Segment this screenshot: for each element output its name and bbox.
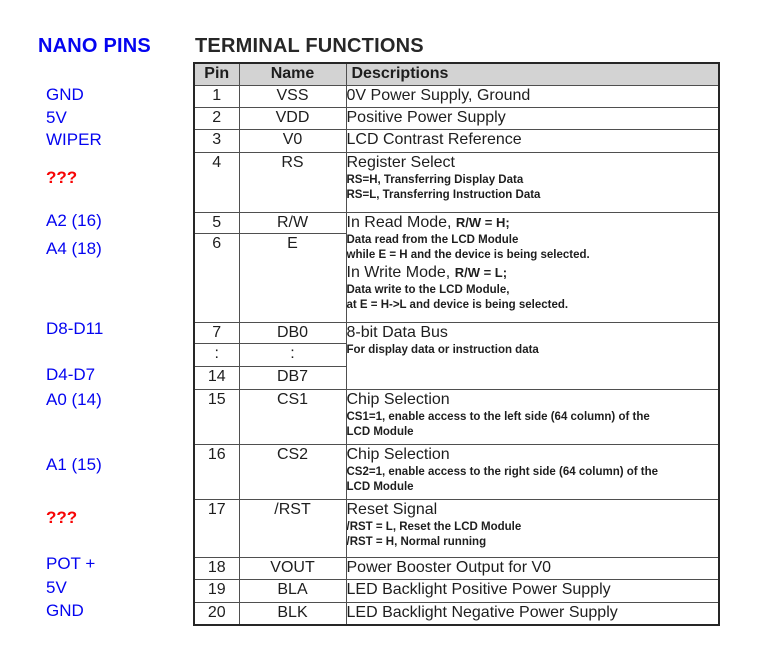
pin-cell: 15 (194, 389, 239, 444)
desc-cell-data-bus (346, 322, 719, 389)
nano-pin-label-gnd-2: GND (46, 601, 84, 620)
table-row-pin-2 (194, 107, 719, 129)
desc-write-mode: In Write Mode, (346, 263, 451, 281)
desc-cell (346, 557, 719, 579)
name-cell: V0 (239, 129, 346, 152)
pin-cell: 7 (194, 322, 239, 343)
pin-cell: 17 (194, 499, 239, 557)
desc-cell (346, 152, 719, 212)
col-header-pin: Pin (194, 63, 239, 85)
table-row-pin-4 (194, 152, 719, 212)
name-cell: CS2 (239, 444, 346, 499)
nano-pin-label-unknown-1: ??? (46, 168, 78, 187)
desc-subtext: /RST = L, Reset the LCD Module (346, 520, 522, 533)
table-row-pin-20 (194, 602, 719, 625)
desc-subtext: /RST = H, Normal running (346, 535, 487, 548)
nano-pin-label-pot: POT + (46, 554, 96, 573)
desc-cell (346, 389, 719, 444)
pin-cell: 20 (194, 602, 239, 625)
pin-cell: 16 (194, 444, 239, 499)
table-row-pin-3 (194, 129, 719, 152)
table-row-pin-15 (194, 389, 719, 444)
desc-text: LED Backlight Positive Power Supply (346, 580, 611, 598)
desc-text: LED Backlight Negative Power Supply (346, 603, 618, 621)
desc-text: Reset Signal (346, 500, 438, 518)
table-row-pin-1 (194, 85, 719, 107)
desc-text: Chip Selection (346, 445, 450, 463)
desc-subtext: while E = H and the device is being selected. (346, 248, 590, 261)
name-cell: RS (239, 152, 346, 212)
desc-subtext: RS=L, Transferring Instruction Data (346, 188, 541, 201)
desc-cell (346, 444, 719, 499)
desc-subtext: LCD Module (346, 480, 414, 493)
table-row-pin-16 (194, 444, 719, 499)
col-header-name: Name (239, 63, 346, 85)
name-cell: VOUT (239, 557, 346, 579)
desc-text: 0V Power Supply, Ground (346, 86, 531, 104)
desc-text: LCD Contrast Reference (346, 130, 522, 148)
name-cell: VDD (239, 107, 346, 129)
desc-text: Register Select (346, 153, 455, 171)
desc-subtext: Data write to the LCD Module, (346, 283, 510, 296)
name-cell: BLA (239, 579, 346, 602)
pin-cell: 18 (194, 557, 239, 579)
table-row-pin-5 (194, 212, 719, 233)
desc-subtext: Data read from the LCD Module (346, 233, 519, 246)
name-cell: /RST (239, 499, 346, 557)
nano-pin-label-d8-d11: D8-D11 (46, 319, 104, 338)
desc-subtext: at E = H->L and device is being selected. (346, 298, 569, 311)
table-row-pin-7 (194, 322, 719, 343)
desc-text: Power Booster Output for V0 (346, 558, 552, 576)
desc-subtext: For display data or instruction data (346, 343, 539, 356)
nano-pin-label-a0: A0 (14) (46, 390, 102, 409)
pin-cell: : (194, 343, 239, 366)
terminal-functions-title: TERMINAL FUNCTIONS (195, 35, 424, 57)
pin-cell: 3 (194, 129, 239, 152)
name-cell: E (239, 233, 346, 322)
desc-subtext: CS1=1, enable access to the left side (64 column) of the (346, 410, 650, 423)
desc-subtext: RS=H, Transferring Display Data (346, 173, 524, 186)
terminal-functions-table (193, 62, 720, 626)
nano-pin-label-wiper: WIPER (46, 130, 102, 149)
desc-cell (346, 499, 719, 557)
pin-cell: 2 (194, 107, 239, 129)
pin-cell: 14 (194, 366, 239, 389)
table-row-pin-19 (194, 579, 719, 602)
table-row-pin-18 (194, 557, 719, 579)
desc-text: 8-bit Data Bus (346, 323, 448, 341)
desc-write-condition: R/W = L; (454, 264, 508, 280)
desc-text: Chip Selection (346, 390, 450, 408)
desc-text (347, 213, 719, 233)
desc-subtext: LCD Module (346, 425, 414, 438)
pin-cell: 19 (194, 579, 239, 602)
desc-cell (346, 107, 719, 129)
table-row-pin-17 (194, 499, 719, 557)
desc-cell (346, 85, 719, 107)
nano-pin-label-a2: A2 (16) (46, 211, 102, 230)
name-cell: BLK (239, 602, 346, 625)
name-cell: VSS (239, 85, 346, 107)
nano-pin-label-d4-d7: D4-D7 (46, 365, 96, 384)
col-header-descriptions: Descriptions (346, 63, 719, 85)
pin-cell: 6 (194, 233, 239, 322)
desc-text: Positive Power Supply (346, 108, 506, 126)
desc-subtext: CS2=1, enable access to the right side (64 column) of the (346, 465, 659, 478)
name-cell: CS1 (239, 389, 346, 444)
pin-cell: 4 (194, 152, 239, 212)
desc-read-mode: In Read Mode, (346, 213, 452, 231)
pin-cell: 1 (194, 85, 239, 107)
desc-read-condition: R/W = H; (455, 214, 510, 230)
name-cell: R/W (239, 212, 346, 233)
desc-text (347, 263, 719, 283)
name-cell: DB0 (239, 322, 346, 343)
nano-pin-label-a1: A1 (15) (46, 455, 102, 474)
table-header-row (194, 63, 719, 85)
nano-pin-label-a4: A4 (18) (46, 239, 102, 258)
nano-pin-label-5v-2: 5V (46, 578, 67, 597)
pin-cell: 5 (194, 212, 239, 233)
nano-pins-title: NANO PINS (38, 35, 151, 57)
nano-pin-label-gnd-1: GND (46, 85, 84, 104)
desc-cell (346, 602, 719, 625)
nano-pin-label-unknown-2: ??? (46, 508, 78, 527)
desc-cell-read-write-mode (346, 212, 719, 322)
name-cell: : (239, 343, 346, 366)
desc-cell (346, 129, 719, 152)
nano-pin-label-5v-1: 5V (46, 108, 67, 127)
name-cell: DB7 (239, 366, 346, 389)
desc-cell (346, 579, 719, 602)
